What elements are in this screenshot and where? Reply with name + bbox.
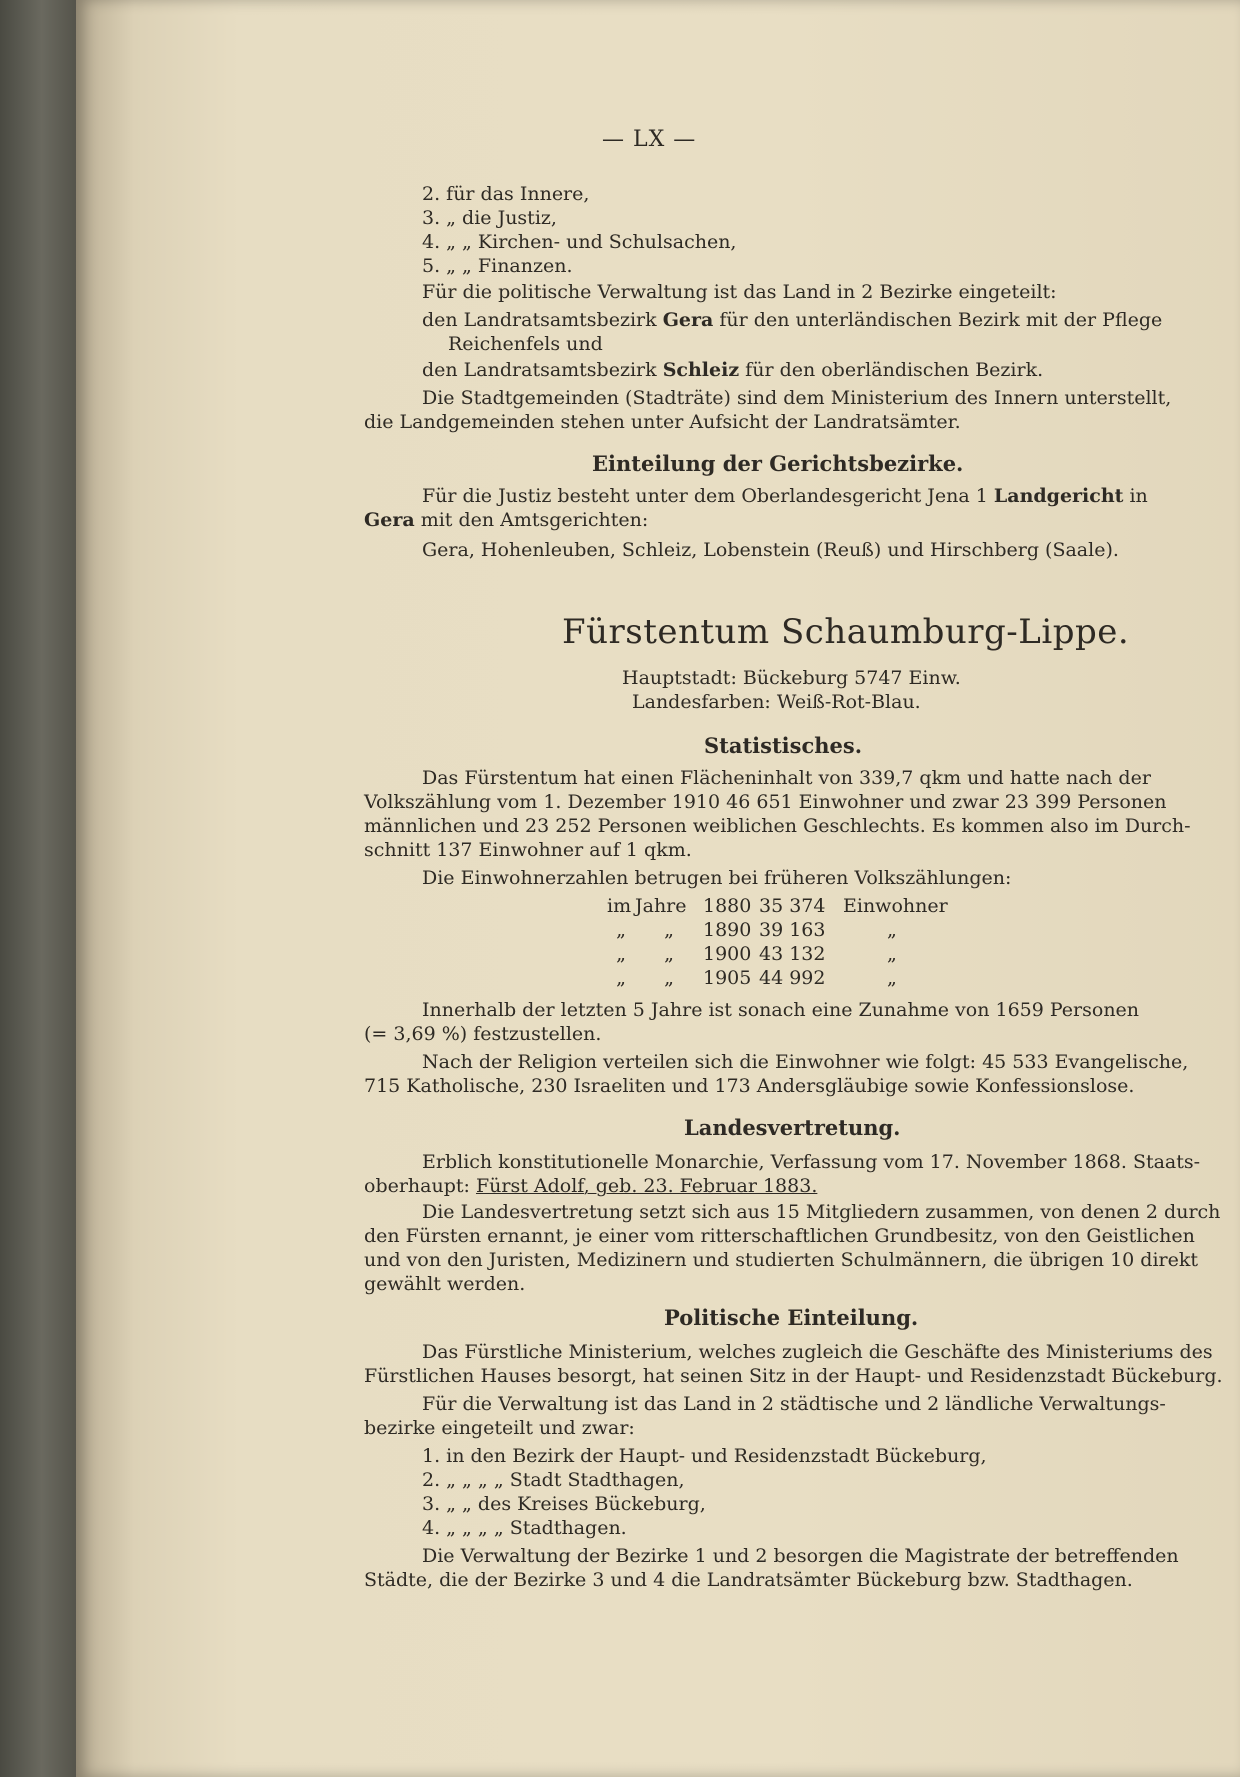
table-cell: 39 163 bbox=[759, 919, 826, 941]
bezirk-gera-pre: den Landratsamtsbezirk bbox=[422, 309, 657, 331]
page-number: — LX — bbox=[602, 127, 697, 152]
gerichte-line bbox=[364, 508, 648, 532]
table-cell: 35 374 bbox=[759, 895, 826, 917]
religion-line: 715 Katholische, 230 Israeliten und 173 Andersgläubige sowie Konfessionslose. bbox=[364, 1075, 1135, 1097]
gerichte-landgericht: Landgericht bbox=[993, 485, 1124, 507]
table-row bbox=[607, 942, 948, 966]
heading-politische-einteilung: Politische Einteilung. bbox=[664, 1305, 919, 1330]
landesfarben: Landesfarben: Weiß-Rot-Blau. bbox=[632, 691, 921, 713]
bezirk-gera-post: für den unterländischen Bezirk mit der Pflege bbox=[719, 309, 1163, 331]
bezirk-schleiz-post: für den oberländischen Bezirk. bbox=[745, 359, 1044, 381]
table-row bbox=[607, 918, 948, 942]
stadtgemeinden-line: die Landgemeinden stehen unter Aufsicht der Landratsämter. bbox=[364, 411, 961, 433]
table-cell: „ bbox=[616, 967, 626, 989]
fuerstentum-title: Fürstentum Schaumburg-Lippe. bbox=[562, 612, 1130, 652]
gerichte-line2-post: mit den Amtsgerichten: bbox=[420, 509, 649, 531]
table-cell: 1890 bbox=[703, 919, 752, 941]
bezirk-gera-line bbox=[422, 308, 1162, 332]
zunahme-line: Innerhalb der letzten 5 Jahre ist sonach eine Zunahme von 1659 Personen bbox=[422, 999, 1140, 1021]
staatsoberhaupt-line bbox=[364, 1174, 817, 1198]
statistik-line: Volkszählung vom 1. Dezember 1910 46 651 Einwohner und zwar 23 399 Personen bbox=[364, 791, 1167, 813]
list-item: 3. „ die Justiz, bbox=[422, 207, 557, 229]
table-cell: 1905 bbox=[703, 967, 752, 989]
table-cell: „ bbox=[664, 967, 674, 989]
ministerium-line: Das Fürstliche Ministerium, welches zugleich die Geschäfte des Ministeriums des bbox=[422, 1341, 1213, 1363]
table-row bbox=[607, 894, 948, 918]
book-spine-edge bbox=[0, 0, 76, 1777]
statistik-line: schnitt 137 Einwohner auf 1 qkm. bbox=[364, 839, 692, 861]
table-cell: im bbox=[607, 895, 632, 917]
table-cell: 1880 bbox=[703, 895, 752, 917]
table-cell: „ bbox=[664, 943, 674, 965]
zunahme-line: (= 3,69 %) festzustellen. bbox=[364, 1023, 602, 1045]
table-cell: „ bbox=[616, 943, 626, 965]
list-item: 4. „ „ „ „ Stadthagen. bbox=[422, 1517, 627, 1539]
bezirk-schleiz-line bbox=[422, 358, 1043, 382]
schluss-line: Die Verwaltung der Bezirke 1 und 2 besorgen die Magistrate der betreffenden bbox=[422, 1545, 1179, 1567]
table-cell: Einwohner bbox=[843, 895, 948, 917]
list-item: 2. „ „ „ „ Stadt Stadthagen, bbox=[422, 1469, 685, 1491]
einwohner-table bbox=[607, 894, 948, 990]
hauptstadt: Hauptstadt: Bückeburg 5747 Einw. bbox=[622, 667, 961, 689]
staatsoberhaupt-label: oberhaupt: bbox=[364, 1175, 470, 1197]
table-cell: „ bbox=[887, 967, 897, 989]
religion-line: Nach der Religion verteilen sich die Einwohner wie folgt: 45 533 Evangelische, bbox=[422, 1051, 1189, 1073]
bezirk-gera-line2: Reichenfels und bbox=[448, 333, 603, 355]
schluss-line: Städte, die der Bezirke 3 und 4 die Landratsämter Bückeburg bzw. Stadthagen. bbox=[364, 1569, 1133, 1591]
verwaltung-intro: Für die politische Verwaltung ist das Land in 2 Bezirke eingeteilt: bbox=[422, 281, 1057, 303]
statistik-line: männlichen und 23 252 Personen weiblichen Geschlechts. Es kommen also im Durch- bbox=[364, 815, 1191, 837]
table-cell: 43 132 bbox=[759, 943, 826, 965]
heading-landesvertretung: Landesvertretung. bbox=[684, 1115, 901, 1140]
heading-statistisches: Statistisches. bbox=[704, 733, 863, 758]
list-item: 3. „ „ des Kreises Bückeburg, bbox=[422, 1493, 706, 1515]
landesvertretung-line: den Fürsten ernannt, je einer vom ritterschaftlichen Grundbesitz, von den Geistlichen bbox=[364, 1225, 1195, 1247]
bezirk-schleiz-name: Schleiz bbox=[662, 359, 740, 381]
frueher-intro: Die Einwohnerzahlen betrugen bei früheren Volkszählungen: bbox=[422, 867, 1012, 889]
list-item: 5. „ „ Finanzen. bbox=[422, 255, 573, 277]
list-item: 2. für das Innere, bbox=[422, 183, 590, 205]
table-row bbox=[607, 966, 948, 990]
list-item: 4. „ „ Kirchen- und Schulsachen, bbox=[422, 231, 737, 253]
table-cell: „ bbox=[887, 919, 897, 941]
book-page bbox=[76, 0, 1240, 1777]
gerichte-line1-post: in bbox=[1129, 485, 1148, 507]
gerichte-gera: Gera bbox=[364, 509, 415, 531]
table-cell: „ bbox=[664, 919, 674, 941]
bezirk-gera-name: Gera bbox=[662, 309, 714, 331]
gerichte-amtsgerichte: Gera, Hohenleuben, Schleiz, Lobenstein (Reuß) und Hirschberg (Saale). bbox=[422, 539, 1119, 561]
verwaltung-line: Für die Verwaltung ist das Land in 2 städtische und 2 ländliche Verwaltungs- bbox=[422, 1393, 1166, 1415]
statistik-line: Das Fürstentum hat einen Flächeninhalt von 339,7 qkm und hatte nach der bbox=[422, 767, 1151, 789]
landesvertretung-line: Die Landesvertretung setzt sich aus 15 Mitgliedern zusammen, von denen 2 durch bbox=[422, 1201, 1221, 1223]
table-cell: 44 992 bbox=[759, 967, 826, 989]
list-item: 1. in den Bezirk der Haupt- und Residenzstadt Bückeburg, bbox=[422, 1445, 987, 1467]
gerichte-line1-pre: Für die Justiz besteht unter dem Oberlandesgericht Jena 1 bbox=[422, 485, 988, 507]
heading-gerichtsbezirke: Einteilung der Gerichtsbezirke. bbox=[592, 451, 964, 476]
bezirk-schleiz-pre: den Landratsamtsbezirk bbox=[422, 359, 657, 381]
verwaltung-line: bezirke eingeteilt und zwar: bbox=[364, 1417, 635, 1439]
landesvertretung-line: Erblich konstitutionelle Monarchie, Verfassung vom 17. November 1868. Staats- bbox=[422, 1151, 1201, 1173]
stadtgemeinden-line: Die Stadtgemeinden (Stadträte) sind dem Ministerium des Innern unterstellt, bbox=[422, 387, 1172, 409]
page-content bbox=[292, 0, 1223, 1777]
landesvertretung-line: gewählt werden. bbox=[364, 1273, 526, 1295]
ministerium-line: Fürstlichen Hauses besorgt, hat seinen Sitz in der Haupt- und Residenzstadt Bückeburg. bbox=[364, 1365, 1223, 1387]
table-cell: 1900 bbox=[703, 943, 752, 965]
table-cell: Jahre bbox=[635, 895, 687, 917]
fuerst-adolf: Fürst Adolf, geb. 23. Februar 1883. bbox=[475, 1175, 818, 1197]
table-cell: „ bbox=[887, 943, 897, 965]
table-cell: „ bbox=[616, 919, 626, 941]
gerichte-line bbox=[422, 484, 1148, 508]
landesvertretung-line: und von den Juristen, Medizinern und studierten Schulmännern, die übrigen 10 direkt bbox=[364, 1249, 1199, 1271]
